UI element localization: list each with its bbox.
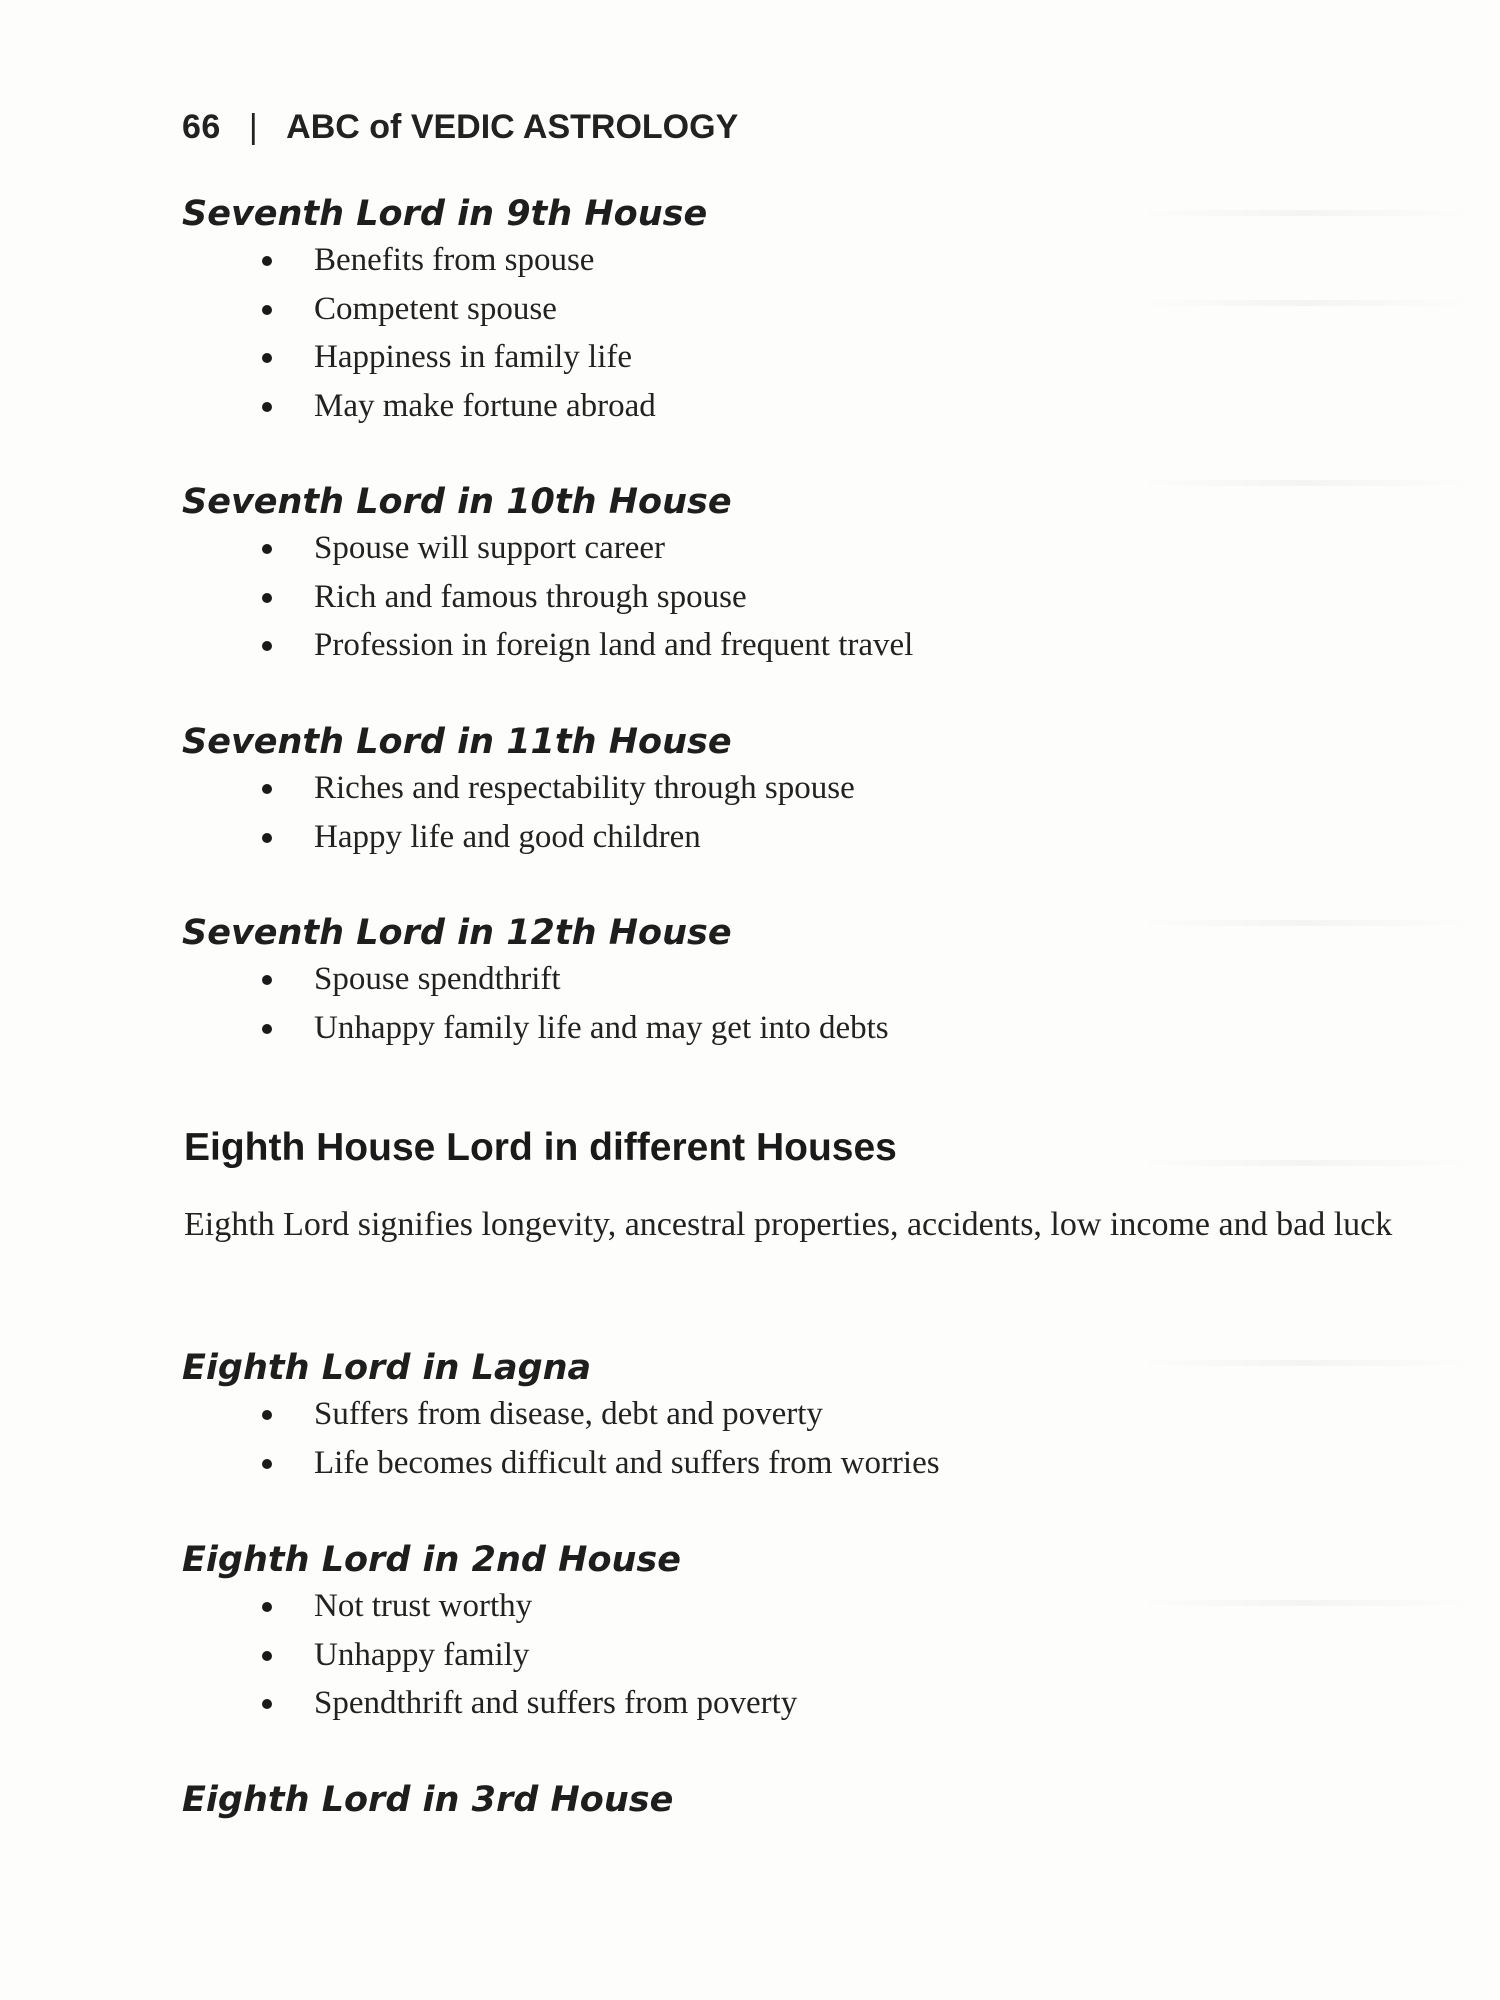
section-title: Seventh Lord in 9th House [182, 194, 708, 234]
book-title: ABC of VEDIC ASTROLOGY [286, 108, 739, 146]
bullet-icon [262, 641, 272, 651]
list-item [182, 382, 1442, 431]
bullet-icon [262, 1410, 272, 1420]
bullet-icon [262, 1459, 272, 1469]
bullet-icon [262, 1699, 272, 1709]
bullet-icon [262, 1651, 272, 1661]
list-item [182, 764, 1442, 813]
section-title: Eighth Lord in 2nd House [182, 1540, 681, 1580]
list-item [182, 955, 1442, 1004]
list-item-text: Spouse will support career [314, 530, 665, 566]
list-item-text: Riches and respectability through spouse [314, 770, 855, 806]
bullet-icon [262, 1602, 272, 1612]
section-seventh-lord-11th [182, 720, 1442, 861]
bullet-list [182, 955, 1442, 1052]
list-item [182, 285, 1442, 334]
list-item-text: Unhappy family life and may get into debts [314, 1009, 889, 1046]
list-item-text: Benefits from spouse [314, 242, 595, 278]
list-item-text: Profession in foreign land and frequent travel [314, 627, 914, 663]
bullet-icon [262, 402, 272, 412]
list-item [182, 236, 1442, 285]
list-item [182, 524, 1442, 573]
bullet-icon [262, 353, 272, 363]
bleed-through-mark [1140, 1160, 1470, 1166]
list-item-text: Spendthrift and suffers from poverty [314, 1685, 798, 1721]
bullet-icon [262, 1024, 272, 1034]
bullet-list [182, 1582, 1442, 1728]
list-item [182, 621, 1442, 670]
bullet-icon [262, 784, 272, 794]
list-item-text: May make fortune abroad [314, 387, 656, 424]
list-item-text: Rich and famous through spouse [314, 578, 747, 615]
list-item [182, 1679, 1442, 1728]
list-item [182, 813, 1442, 862]
section-title: Seventh Lord in 12th House [182, 913, 732, 953]
list-item-text: Happy life and good children [314, 818, 701, 855]
list-item-text: Not trust worthy [314, 1588, 533, 1624]
section-seventh-lord-12th [182, 911, 1442, 1052]
list-item [182, 333, 1442, 382]
section-title: Eighth Lord in 3rd House [182, 1780, 674, 1820]
list-item [182, 1582, 1442, 1631]
section-eighth-lord-2nd [182, 1538, 1442, 1728]
list-item [182, 1439, 1442, 1488]
section-title: Eighth Lord in Lagna [182, 1348, 592, 1388]
list-item-text: Spouse spendthrift [314, 961, 561, 997]
list-item-text: Suffers from disease, debt and poverty [314, 1396, 823, 1432]
section-seventh-lord-10th [182, 480, 1442, 670]
section-eighth-lord-lagna [182, 1346, 1442, 1487]
list-item [182, 1631, 1442, 1680]
list-item-text: Unhappy family [314, 1636, 530, 1673]
section-title: Seventh Lord in 10th House [182, 482, 732, 522]
bullet-list [182, 764, 1442, 861]
intro-paragraph: Eighth Lord signifies longevity, ancestral properties, accidents, low income and bad luck [184, 1206, 1393, 1243]
header-separator: | [248, 108, 259, 146]
section-eighth-lord-3rd [182, 1778, 1442, 1822]
page-number: 66 [182, 108, 221, 146]
list-item-text: Competent spouse [314, 290, 557, 327]
bullet-list [182, 1390, 1442, 1487]
bullet-icon [262, 305, 272, 315]
list-item [182, 573, 1442, 622]
bullet-list [182, 524, 1442, 670]
running-header [182, 108, 738, 147]
bullet-icon [262, 833, 272, 843]
bullet-icon [262, 544, 272, 554]
bullet-list [182, 236, 1442, 430]
bullet-icon [262, 593, 272, 603]
section-seventh-lord-9th [182, 192, 1442, 430]
bullet-icon [262, 256, 272, 266]
bullet-icon [262, 975, 272, 985]
chapter-heading: Eighth House Lord in different Houses [184, 1126, 897, 1169]
list-item-text: Happiness in family life [314, 339, 633, 375]
section-title: Seventh Lord in 11th House [182, 722, 732, 762]
list-item-text: Life becomes difficult and suffers from worries [314, 1444, 940, 1481]
list-item [182, 1004, 1442, 1053]
list-item [182, 1390, 1442, 1439]
